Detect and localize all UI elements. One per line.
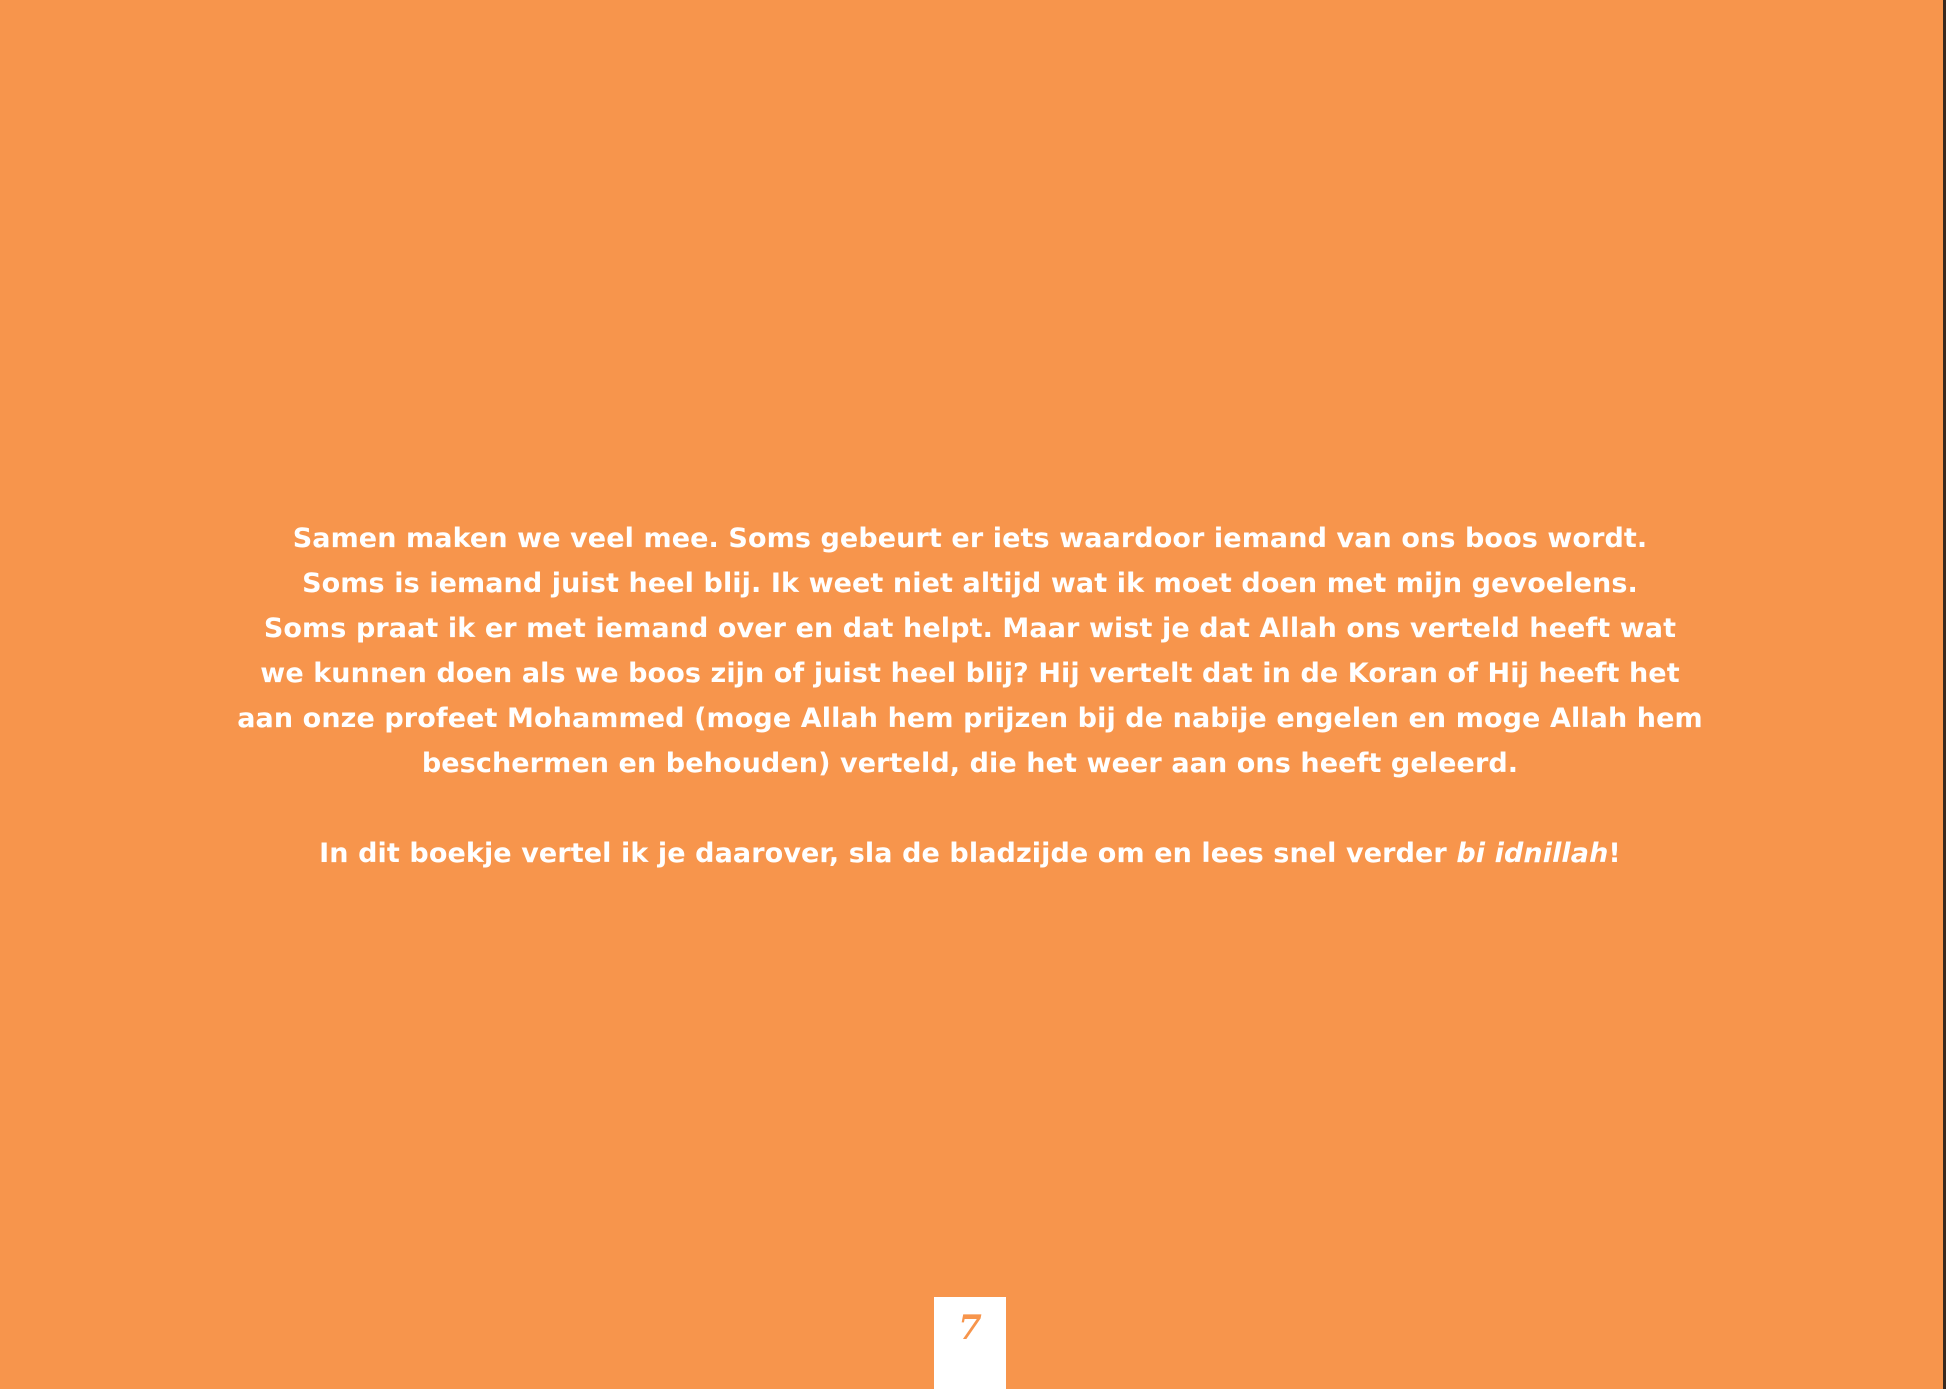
closing-line [200,831,1740,876]
paragraph-line-2: Soms is iemand juist heel blij. Ik weet niet altijd wat ik moet doen met mijn gevoelens. [302,568,1638,599]
closing-emphasis: bi idnillah [1456,838,1609,869]
paragraph-line-1: Samen maken we veel mee. Soms gebeurt er iets waardoor iemand van ons boos wordt. [292,523,1648,554]
paragraph-line-6: beschermen en behouden) verteld, die het weer aan ons heeft geleerd. [421,748,1519,779]
closing-text: In dit boekje vertel ik je daarover, sla de bladzijde om en lees snel verder [319,838,1457,869]
paragraph-gap [200,786,1740,831]
page-number-tab [934,1297,1006,1389]
paragraph-line-4: we kunnen doen als we boos zijn of juist heel blij? Hij vertelt dat in de Koran of Hij heeft het [260,658,1680,689]
paragraph-line-3: Soms praat ik er met iemand over en dat helpt. Maar wist je dat Allah ons verteld heeft wat [263,613,1677,644]
closing-end: ! [1608,838,1621,869]
page-number: 7 [958,1308,982,1348]
intro-text-block [200,516,1740,876]
paragraph-line-5: aan onze profeet Mohammed (moge Allah hem prijzen bij de nabije engelen en moge Allah hem [237,703,1703,734]
